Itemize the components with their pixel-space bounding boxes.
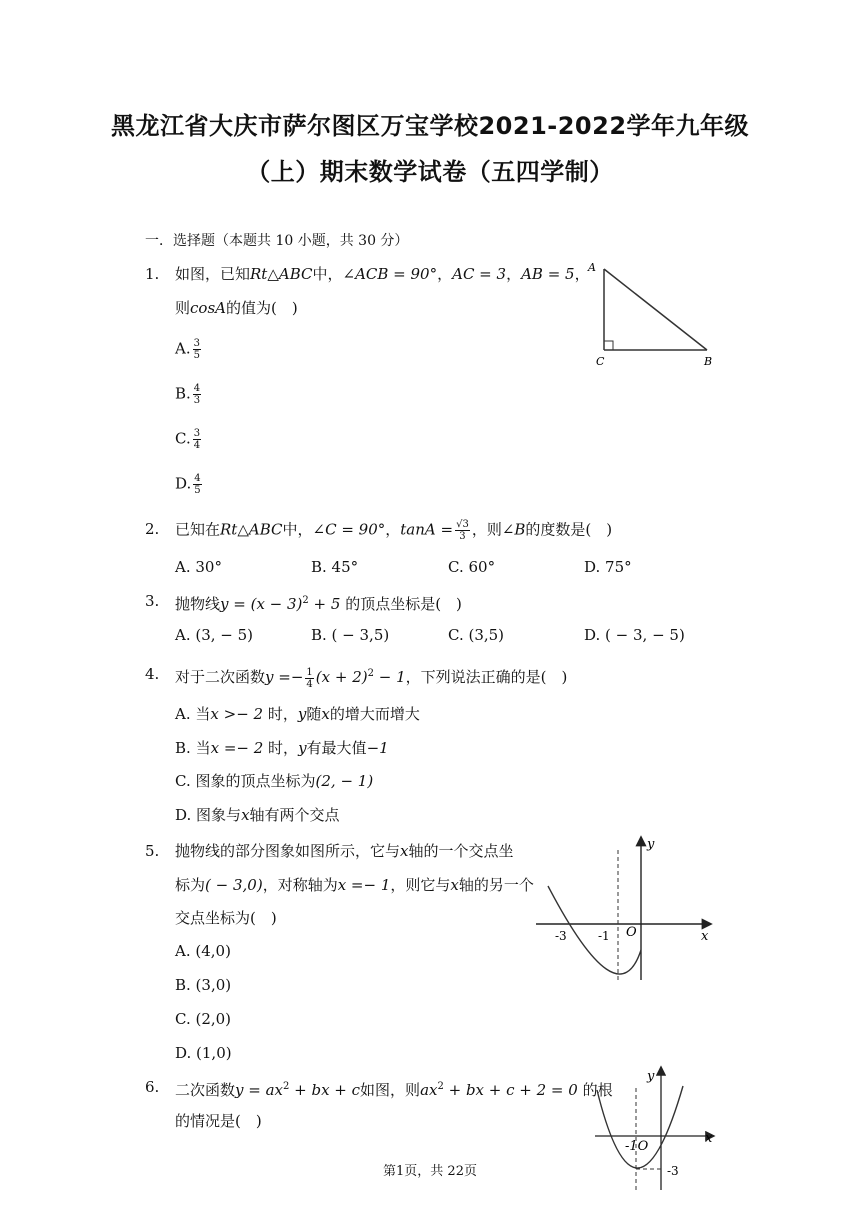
question-number: 3. [145, 592, 160, 610]
paper-title-line2: （上）期末数学试卷（五四学制） [246, 158, 614, 186]
vertex-label-a: A [588, 261, 596, 274]
q5-option-d[interactable]: D. (1,0) [175, 1044, 232, 1062]
q2-option-a[interactable]: A. 30° [175, 558, 222, 576]
q1-option-a[interactable]: A. $\frac{3}{5}$ [175, 338, 200, 361]
question-number: 6. [145, 1078, 160, 1096]
q3-stem: 抛物线$y = (x - 3)^2 + 5$ 的顶点坐标是( ) [175, 595, 462, 613]
q3-option-d[interactable]: D. ( − 3, − 5) [584, 626, 685, 644]
q2-option-c[interactable]: C. 60° [448, 558, 496, 576]
q3-option-c[interactable]: C. (3,5) [448, 626, 505, 644]
q2-option-d[interactable]: D. 75° [584, 558, 632, 576]
q4-option-c[interactable]: C. 图象的顶点坐标为(2, − 1) [175, 772, 374, 790]
q1-stem-line1: 如图，已知Rt△ABC中，∠ACB = 90°，AC = 3，AB = 5， [175, 265, 590, 283]
question-number: 1. [145, 265, 160, 283]
axis-label-x: x [701, 929, 709, 944]
tick-label-neg3: -3 [667, 1164, 679, 1178]
fraction: $\frac{√3}{3}$ [456, 519, 469, 542]
fraction: $\frac{4}{3}$ [193, 383, 201, 406]
fraction: $\frac{1}{4}$ [306, 666, 313, 690]
q2-option-b[interactable]: B. 45° [311, 558, 359, 576]
page-footer: 第1页，共 22页 [383, 1164, 477, 1179]
q4-stem: 对于二次函数y =− $\frac{1}{4}$ $(x + 2)^2 - 1$，下列说法正确的是( ) [175, 666, 568, 690]
q6-stem-line1: 二次函数$y = ax^2$ + bx + c如图，则$ax^2$ + bx + c + 2 = 0 的根 [175, 1081, 613, 1099]
q1-option-b[interactable]: B. $\frac{4}{3}$ [175, 383, 201, 406]
question-number: 5. [145, 842, 160, 860]
tick-label-neg1: -1 [598, 929, 610, 943]
q5-stem-line2: 标为( − 3,0)，对称轴为x =− 1，则它与x轴的另一个 [175, 876, 534, 894]
q5-parabola-figure [530, 830, 720, 990]
q1-option-d[interactable]: D. $\frac{4}{5}$ [175, 473, 201, 496]
question-number: 2. [145, 520, 160, 538]
q4-option-b[interactable]: B. 当x =− 2 时，y有最大值−1 [175, 739, 389, 757]
q5-stem-line3: 交点坐标为( ) [175, 909, 277, 927]
axis-label-y: y [647, 837, 655, 852]
question-number: 4. [145, 665, 160, 683]
paper-title-line1: 黑龙江省大庆市萨尔图区万宝学校2021-2022学年九年级 [110, 112, 750, 140]
q5-option-a[interactable]: A. (4,0) [175, 942, 231, 960]
tick-label-neg3: -3 [555, 929, 567, 943]
axis-label-y: y [647, 1069, 655, 1084]
q1-triangle-figure [580, 255, 720, 370]
origin-label: -1O [625, 1139, 649, 1154]
vertex-label-b: B [704, 355, 713, 368]
section-heading: 一．选择题（本题共 10 小题，共 30 分） [145, 233, 409, 249]
q5-option-b[interactable]: B. (3,0) [175, 976, 232, 994]
q2-stem: 已知在Rt△ABC中，∠C = 90°，tanA = $\frac{√3}{3}$ ，则∠B的度数是( ) [175, 519, 613, 542]
q1-stem-line2: 则cosA的值为( ) [175, 299, 298, 317]
q5-option-c[interactable]: C. (2,0) [175, 1010, 232, 1028]
q1-option-c[interactable]: C. $\frac{3}{4}$ [175, 428, 201, 451]
fraction: $\frac{4}{5}$ [194, 473, 201, 496]
q3-option-a[interactable]: A. (3, − 5) [175, 626, 254, 644]
origin-label: O [626, 925, 637, 940]
q5-stem-line1: 抛物线的部分图象如图所示，它与x轴的一个交点坐 [175, 842, 514, 860]
fraction: $\frac{3}{5}$ [193, 338, 200, 361]
vertex-label-c: C [596, 355, 605, 368]
q6-stem-line2: 的情况是( ) [175, 1112, 262, 1130]
axis-label-x: x [705, 1131, 713, 1146]
q3-option-b[interactable]: B. ( − 3,5) [311, 626, 390, 644]
q4-option-d[interactable]: D. 图象与x轴有两个交点 [175, 806, 340, 824]
fraction: $\frac{3}{4}$ [193, 428, 201, 451]
q4-option-a[interactable]: A. 当x >− 2 时，y随x的增大而增大 [175, 705, 420, 723]
